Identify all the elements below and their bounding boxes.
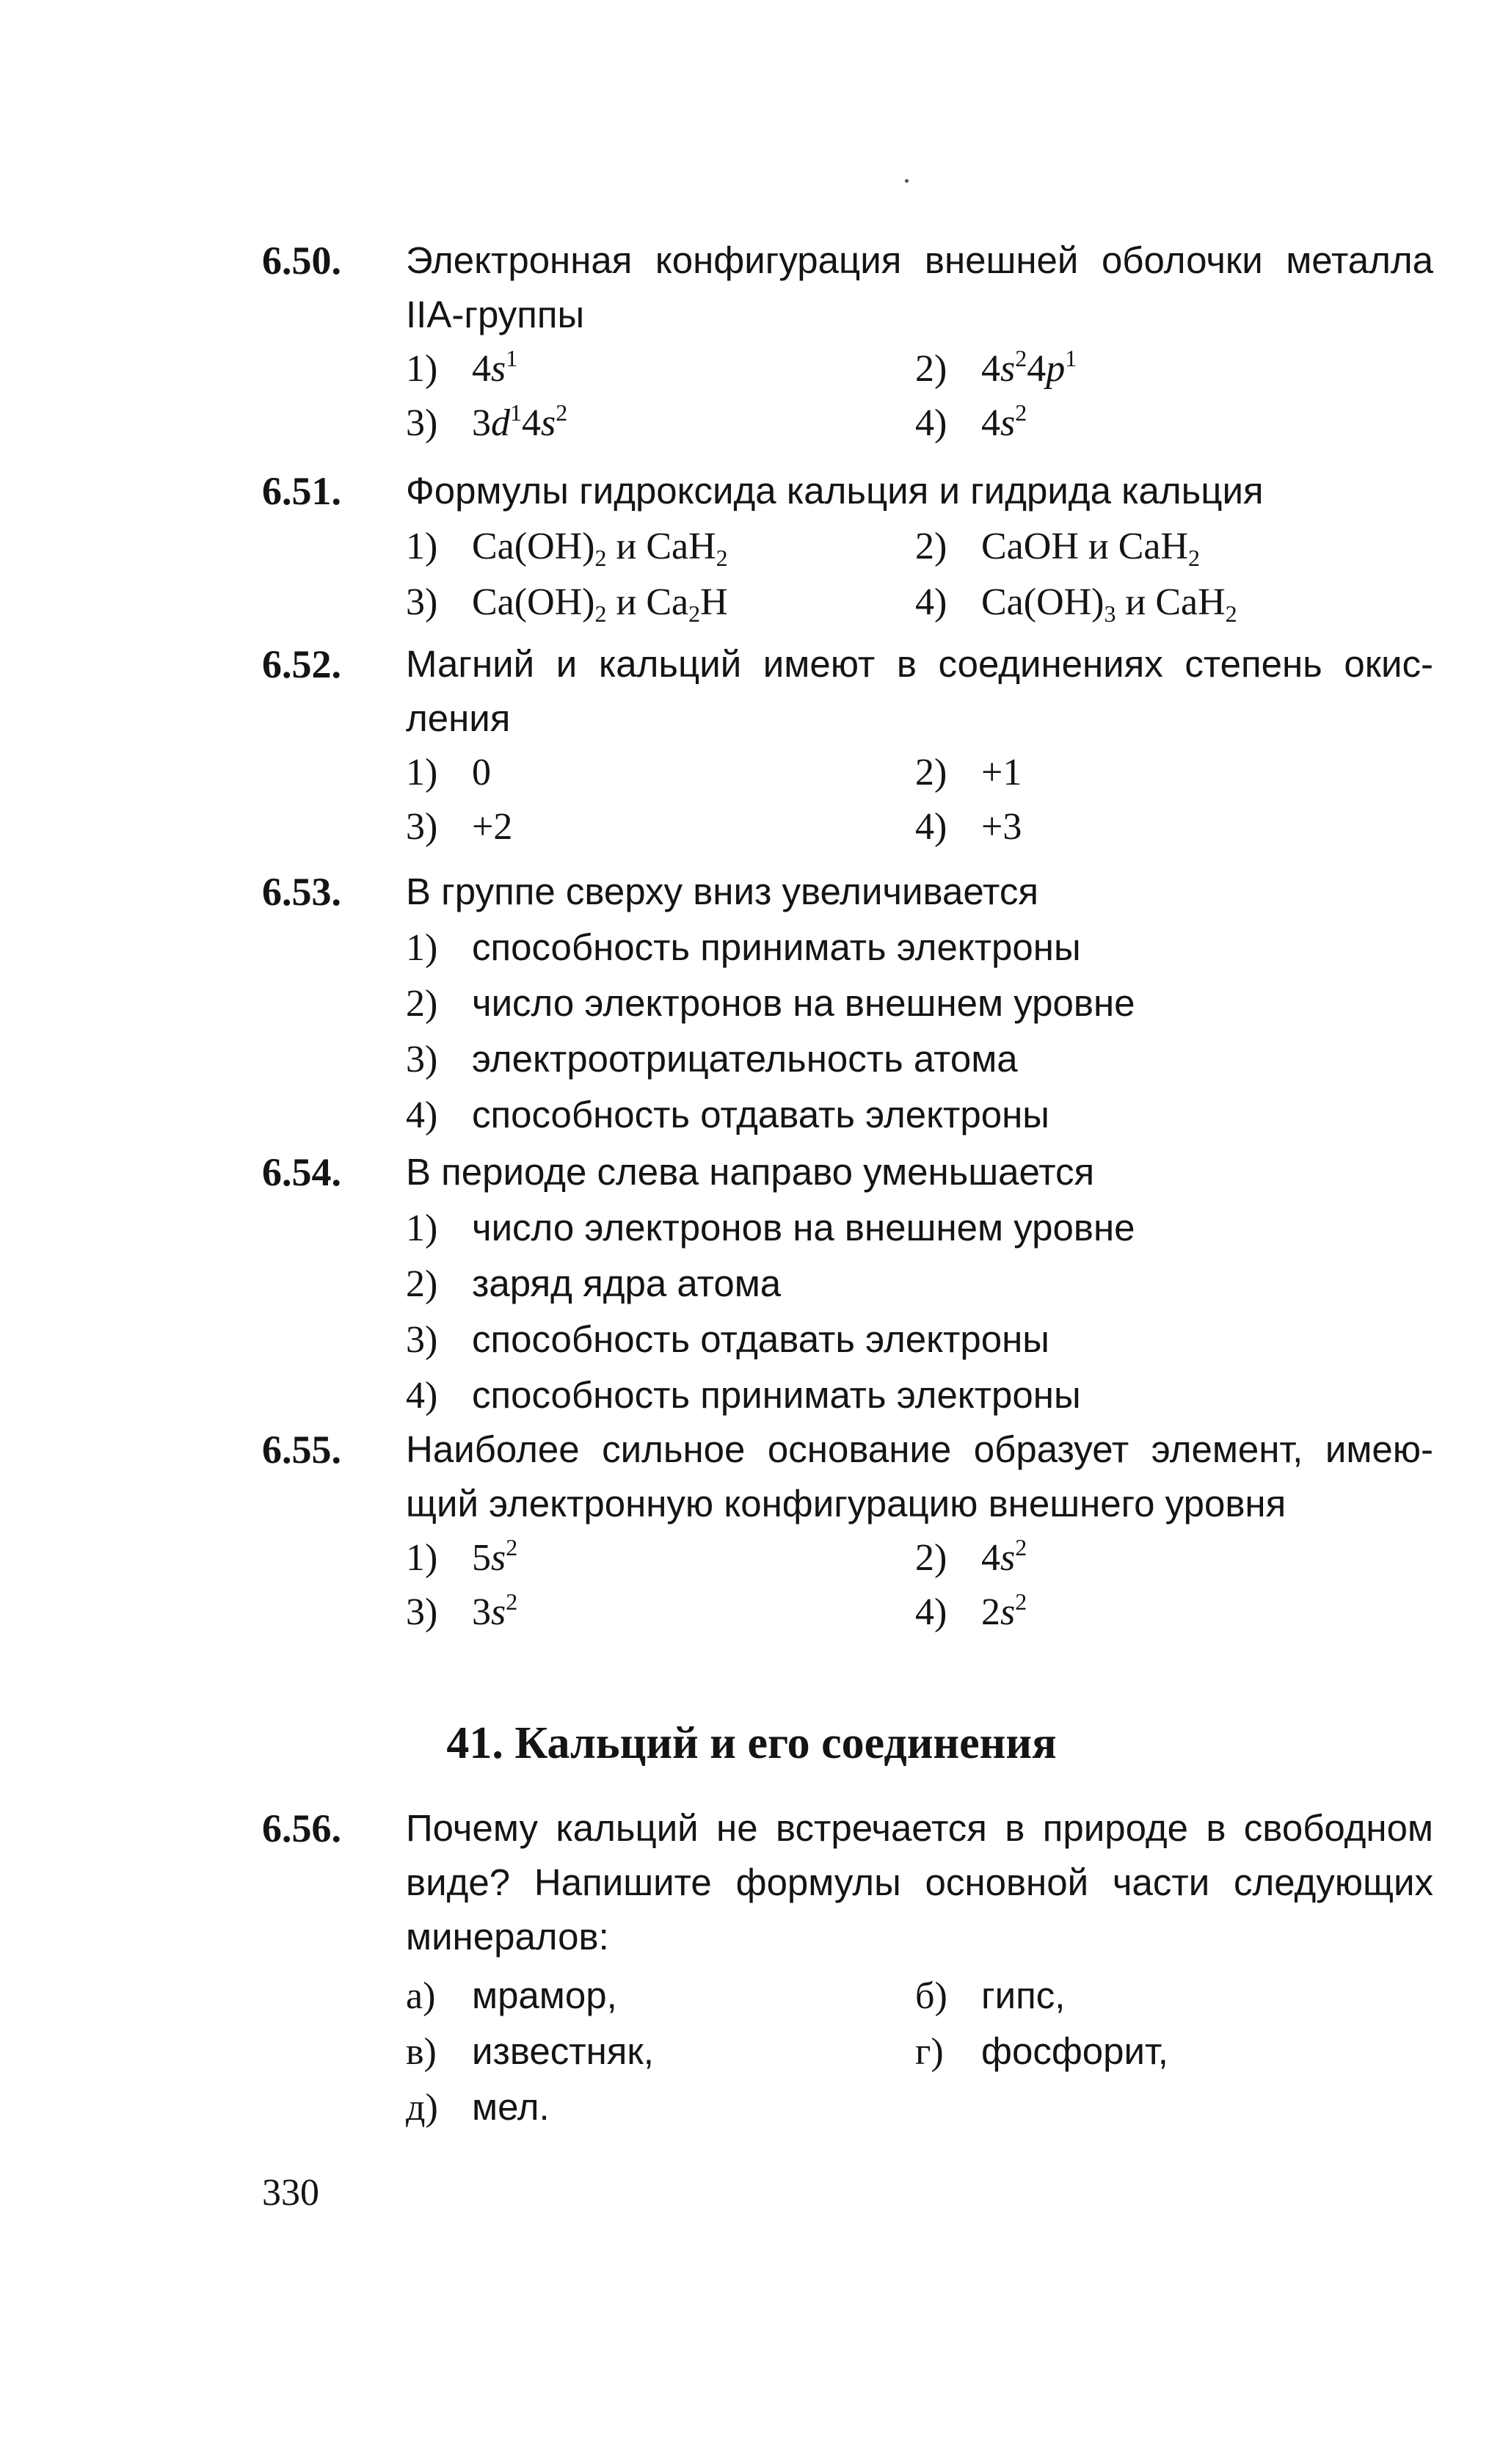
option-1: 1) $5s^2$ <box>406 1534 518 1579</box>
option-1: 1) число электронов на внешнем уровне <box>406 1207 1135 1249</box>
option-4: 4) $4s^2$ <box>915 399 1027 444</box>
question-number: 6.51. <box>262 469 341 513</box>
option-2: 2) заряд ядра атома <box>406 1262 782 1305</box>
question-stem: Наиболее сильное основание образует элемент, имею- щий электронную конфигурацию внешнего уровня <box>406 1428 1433 1524</box>
question-number: 6.54. <box>262 1150 341 1194</box>
option-v: в) известняк, <box>406 2030 654 2073</box>
option-1: 1) способность принимать электроны <box>406 926 1081 969</box>
option-3: 3) +2 <box>406 806 513 848</box>
option-4: 4) способность принимать электроны <box>406 1374 1081 1417</box>
option-4: 4) способность отдавать электроны <box>406 1094 1049 1136</box>
option-b: б) гипс, <box>915 1974 1066 2017</box>
option-2: 2) число электронов на внешнем уровне <box>406 982 1135 1025</box>
option-2: 2) +1 <box>915 752 1022 793</box>
option-2: 2) $4s^24p^1$ <box>915 345 1077 390</box>
option-4: 4) $Ca(OH)_3$ и CaH$_2$ <box>915 581 1237 627</box>
question-number: 6.53. <box>262 870 341 914</box>
option-3: 3) $Ca(OH)_2$ и $Ca_2H$ <box>406 581 728 627</box>
option-2: 2) CaOH и CaH$_2$ <box>915 526 1201 571</box>
option-3: 3) электроотрицательность атома <box>406 1038 1018 1080</box>
option-4: 4) +3 <box>915 806 1022 848</box>
option-1: 1) $Ca(OH)_2$ и CaH$_2$ <box>406 526 728 571</box>
question-stem: В периоде слева направо уменьшается <box>406 1151 1095 1193</box>
option-3: 3) способность отдавать электроны <box>406 1318 1049 1361</box>
option-g: г) фосфорит, <box>915 2030 1168 2073</box>
section-heading: 41. Кальций и его соединения <box>446 1718 1057 1768</box>
question-stem: Электронная конфигурация внешней оболочки металла IIА-группы <box>406 239 1433 335</box>
question-number: 6.56. <box>262 1806 341 1850</box>
question-number: 6.50. <box>262 239 341 283</box>
question-stem: Формулы гидроксида кальция и гидрида кальция <box>406 470 1264 512</box>
print-speck <box>905 179 909 183</box>
question-stem: Почему кальций не встречается в природе в свободном виде? Напишите формулы основной части следующих минералов: <box>406 1807 1433 1958</box>
question-number: 6.52. <box>262 642 341 686</box>
question-stem: Магний и кальций имеют в соединениях степень окис- ления <box>406 643 1433 739</box>
option-1: 1) 0 <box>406 752 491 793</box>
question-stem: В группе сверху вниз увеличивается <box>406 871 1038 912</box>
option-a: а) мрамор, <box>406 1974 617 2017</box>
page-number: 330 <box>262 2172 319 2214</box>
option-d: д) мел. <box>406 2086 550 2129</box>
option-2: 2) $4s^2$ <box>915 1534 1027 1579</box>
option-3: 3) $3d^14s^2$ <box>406 399 568 444</box>
option-1: 1) $4s^1$ <box>406 345 518 390</box>
option-3: 3) $3s^2$ <box>406 1588 518 1633</box>
question-number: 6.55. <box>262 1428 341 1472</box>
option-4: 4) $2s^2$ <box>915 1588 1027 1633</box>
